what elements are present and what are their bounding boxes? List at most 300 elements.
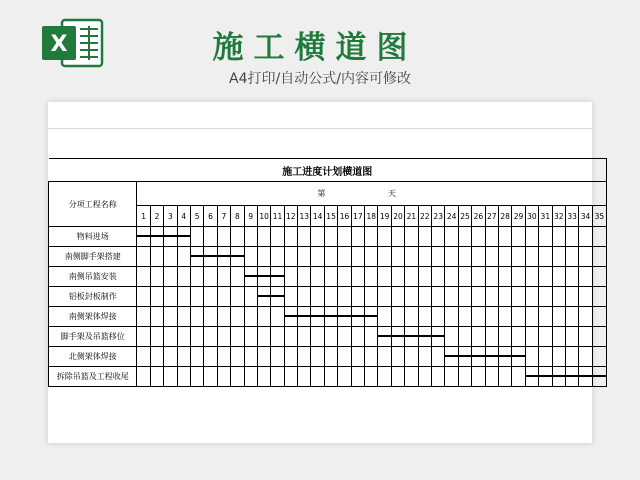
schedule-cell bbox=[592, 227, 606, 247]
day-number-cell: 10 bbox=[257, 206, 270, 227]
schedule-cell bbox=[485, 347, 498, 367]
schedule-cell bbox=[137, 327, 150, 347]
task-row bbox=[49, 347, 607, 367]
schedule-cell bbox=[217, 267, 230, 287]
schedule-cell bbox=[257, 347, 270, 367]
schedule-cell bbox=[552, 307, 565, 327]
schedule-cell bbox=[498, 307, 511, 327]
schedule-cell bbox=[512, 247, 525, 267]
schedule-cell bbox=[271, 267, 284, 287]
schedule-cell bbox=[552, 367, 565, 387]
gantt-bar-segment bbox=[231, 255, 243, 257]
page-title: 施工横道图 bbox=[212, 30, 418, 66]
schedule-cell bbox=[177, 307, 190, 327]
schedule-cell bbox=[512, 307, 525, 327]
gantt-bar-segment bbox=[512, 355, 524, 357]
schedule-cell bbox=[472, 287, 485, 307]
schedule-cell bbox=[244, 347, 257, 367]
schedule-cell bbox=[164, 247, 177, 267]
schedule-cell bbox=[231, 307, 244, 327]
schedule-cell bbox=[324, 227, 337, 247]
schedule-cell bbox=[418, 247, 431, 267]
schedule-cell bbox=[432, 347, 445, 367]
schedule-cell bbox=[284, 267, 297, 287]
schedule-cell bbox=[579, 287, 592, 307]
schedule-cell bbox=[592, 347, 606, 367]
gantt-bar-segment bbox=[378, 335, 390, 337]
schedule-cell bbox=[217, 247, 230, 267]
schedule-cell bbox=[284, 367, 297, 387]
schedule-cell bbox=[378, 307, 391, 327]
task-row bbox=[49, 267, 607, 287]
schedule-cell bbox=[177, 327, 190, 347]
day-number-cell: 12 bbox=[284, 206, 297, 227]
schedule-cell bbox=[565, 247, 578, 267]
schedule-cell bbox=[365, 327, 378, 347]
schedule-cell bbox=[150, 247, 163, 267]
schedule-cell bbox=[592, 267, 606, 287]
schedule-cell bbox=[284, 287, 297, 307]
gantt-bar-segment bbox=[539, 375, 551, 377]
logo-letter: X bbox=[50, 32, 68, 57]
gantt-bar-segment bbox=[178, 235, 190, 237]
schedule-cell bbox=[150, 367, 163, 387]
schedule-cell bbox=[565, 227, 578, 247]
schedule-cell bbox=[164, 367, 177, 387]
day-number-cell: 4 bbox=[177, 206, 190, 227]
task-row bbox=[49, 247, 607, 267]
schedule-cell bbox=[445, 327, 458, 347]
schedule-cell bbox=[298, 327, 311, 347]
schedule-cell bbox=[164, 287, 177, 307]
schedule-cell bbox=[418, 327, 431, 347]
task-row bbox=[49, 327, 607, 347]
schedule-cell bbox=[378, 227, 391, 247]
schedule-cell bbox=[351, 247, 364, 267]
schedule-cell bbox=[539, 367, 552, 387]
schedule-cell bbox=[498, 267, 511, 287]
task-name: 南侧脚手架搭建 bbox=[49, 247, 137, 267]
day-number-cell: 5 bbox=[190, 206, 203, 227]
schedule-cell bbox=[244, 367, 257, 387]
schedule-cell bbox=[190, 227, 203, 247]
schedule-cell bbox=[579, 347, 592, 367]
gantt-bar-segment bbox=[218, 255, 230, 257]
schedule-cell bbox=[284, 227, 297, 247]
schedule-cell bbox=[512, 227, 525, 247]
schedule-cell bbox=[311, 227, 324, 247]
day-number-cell: 13 bbox=[298, 206, 311, 227]
schedule-cell bbox=[378, 267, 391, 287]
schedule-cell bbox=[217, 367, 230, 387]
gantt-bar-segment bbox=[405, 335, 417, 337]
schedule-cell bbox=[539, 227, 552, 247]
schedule-cell bbox=[472, 307, 485, 327]
schedule-cell bbox=[231, 267, 244, 287]
schedule-cell bbox=[405, 247, 418, 267]
schedule-cell bbox=[164, 327, 177, 347]
schedule-cell bbox=[164, 307, 177, 327]
schedule-cell bbox=[231, 327, 244, 347]
schedule-cell bbox=[552, 247, 565, 267]
table-caption: 施工进度计划横道图 bbox=[49, 159, 607, 182]
schedule-cell bbox=[298, 287, 311, 307]
schedule-cell bbox=[298, 267, 311, 287]
schedule-cell bbox=[338, 347, 351, 367]
schedule-cell bbox=[177, 267, 190, 287]
day-number-cell: 1 bbox=[137, 206, 150, 227]
schedule-cell bbox=[231, 247, 244, 267]
schedule-cell bbox=[472, 347, 485, 367]
schedule-cell bbox=[338, 367, 351, 387]
schedule-cell bbox=[271, 327, 284, 347]
schedule-cell bbox=[137, 287, 150, 307]
gantt-bar-segment bbox=[258, 295, 270, 297]
gantt-bar-segment bbox=[204, 255, 216, 257]
day-number-cell: 15 bbox=[324, 206, 337, 227]
schedule-cell bbox=[324, 287, 337, 307]
schedule-cell bbox=[150, 307, 163, 327]
sheet-divider bbox=[48, 128, 592, 129]
schedule-cell bbox=[579, 367, 592, 387]
gantt-bar-segment bbox=[365, 315, 377, 317]
gantt-bar-segment bbox=[472, 355, 484, 357]
gantt-bar-segment bbox=[352, 315, 364, 317]
name-column-header: 分项工程名称 bbox=[49, 182, 137, 227]
day-number-cell: 20 bbox=[391, 206, 404, 227]
schedule-cell bbox=[458, 287, 471, 307]
schedule-cell bbox=[525, 347, 538, 367]
schedule-cell bbox=[432, 367, 445, 387]
schedule-cell bbox=[485, 307, 498, 327]
task-name: 物料进场 bbox=[49, 227, 137, 247]
schedule-cell bbox=[217, 327, 230, 347]
schedule-cell bbox=[351, 227, 364, 247]
schedule-cell bbox=[418, 307, 431, 327]
schedule-cell bbox=[512, 327, 525, 347]
schedule-cell bbox=[311, 267, 324, 287]
schedule-cell bbox=[137, 247, 150, 267]
schedule-cell bbox=[445, 367, 458, 387]
day-number-cell: 2 bbox=[150, 206, 163, 227]
schedule-cell bbox=[498, 227, 511, 247]
schedule-cell bbox=[217, 287, 230, 307]
schedule-cell bbox=[257, 327, 270, 347]
schedule-cell bbox=[485, 267, 498, 287]
schedule-cell bbox=[164, 227, 177, 247]
schedule-cell bbox=[391, 307, 404, 327]
schedule-cell bbox=[204, 287, 217, 307]
schedule-cell bbox=[525, 327, 538, 347]
schedule-cell bbox=[177, 287, 190, 307]
schedule-cell bbox=[418, 347, 431, 367]
schedule-cell bbox=[244, 247, 257, 267]
schedule-cell bbox=[525, 267, 538, 287]
schedule-cell bbox=[298, 247, 311, 267]
schedule-cell bbox=[539, 267, 552, 287]
schedule-cell bbox=[525, 307, 538, 327]
task-name: 拆除吊篮及工程收尾 bbox=[49, 367, 137, 387]
gantt-bar-segment bbox=[553, 375, 565, 377]
schedule-cell bbox=[391, 367, 404, 387]
schedule-cell bbox=[204, 307, 217, 327]
gantt-bar-segment bbox=[566, 375, 578, 377]
schedule-cell bbox=[472, 227, 485, 247]
schedule-cell bbox=[284, 327, 297, 347]
schedule-cell bbox=[217, 307, 230, 327]
schedule-cell bbox=[190, 247, 203, 267]
day-number-cell: 27 bbox=[485, 206, 498, 227]
day-number-cell: 17 bbox=[351, 206, 364, 227]
schedule-cell bbox=[592, 327, 606, 347]
schedule-cell bbox=[257, 247, 270, 267]
schedule-cell bbox=[324, 247, 337, 267]
task-row bbox=[49, 367, 607, 387]
schedule-cell bbox=[284, 347, 297, 367]
schedule-cell bbox=[565, 367, 578, 387]
schedule-cell bbox=[204, 327, 217, 347]
schedule-cell bbox=[244, 327, 257, 347]
schedule-cell bbox=[485, 327, 498, 347]
schedule-cell bbox=[378, 367, 391, 387]
schedule-cell bbox=[391, 327, 404, 347]
schedule-cell bbox=[391, 267, 404, 287]
schedule-cell bbox=[177, 227, 190, 247]
task-row bbox=[49, 307, 607, 327]
schedule-cell bbox=[298, 227, 311, 247]
schedule-cell bbox=[324, 307, 337, 327]
schedule-cell bbox=[391, 347, 404, 367]
schedule-cell bbox=[298, 307, 311, 327]
schedule-cell bbox=[365, 367, 378, 387]
schedule-cell bbox=[137, 307, 150, 327]
schedule-cell bbox=[498, 367, 511, 387]
gantt-bar-segment bbox=[151, 235, 163, 237]
schedule-cell bbox=[150, 287, 163, 307]
schedule-cell bbox=[150, 347, 163, 367]
schedule-cell bbox=[579, 247, 592, 267]
gantt-bar-segment bbox=[486, 355, 498, 357]
schedule-cell bbox=[418, 227, 431, 247]
schedule-cell bbox=[324, 327, 337, 347]
schedule-cell bbox=[137, 367, 150, 387]
schedule-cell bbox=[472, 367, 485, 387]
schedule-cell bbox=[485, 367, 498, 387]
gantt-bar-segment bbox=[445, 355, 457, 357]
schedule-cell bbox=[565, 307, 578, 327]
schedule-cell bbox=[351, 267, 364, 287]
schedule-cell bbox=[351, 327, 364, 347]
schedule-cell bbox=[539, 247, 552, 267]
gantt-bar-segment bbox=[285, 315, 297, 317]
schedule-cell bbox=[512, 367, 525, 387]
gantt-bar-segment bbox=[137, 235, 149, 237]
schedule-cell bbox=[432, 287, 445, 307]
schedule-cell bbox=[565, 287, 578, 307]
schedule-cell bbox=[190, 267, 203, 287]
schedule-cell bbox=[231, 347, 244, 367]
schedule-cell bbox=[525, 227, 538, 247]
schedule-cell bbox=[204, 347, 217, 367]
gantt-bar-segment bbox=[579, 375, 591, 377]
schedule-cell bbox=[418, 367, 431, 387]
schedule-cell bbox=[512, 267, 525, 287]
schedule-cell bbox=[579, 227, 592, 247]
schedule-cell bbox=[190, 307, 203, 327]
schedule-cell bbox=[552, 227, 565, 247]
day-number-cell: 19 bbox=[378, 206, 391, 227]
schedule-cell bbox=[539, 347, 552, 367]
schedule-cell bbox=[391, 287, 404, 307]
schedule-cell bbox=[257, 287, 270, 307]
schedule-cell bbox=[217, 347, 230, 367]
schedule-cell bbox=[338, 307, 351, 327]
gantt-bar-segment bbox=[298, 315, 310, 317]
schedule-cell bbox=[137, 227, 150, 247]
schedule-cell bbox=[565, 327, 578, 347]
schedule-cell bbox=[472, 327, 485, 347]
task-name: 铝板封板制作 bbox=[49, 287, 137, 307]
day-number-cell: 7 bbox=[217, 206, 230, 227]
day-number-cell: 33 bbox=[565, 206, 578, 227]
schedule-cell bbox=[458, 327, 471, 347]
schedule-cell bbox=[257, 367, 270, 387]
schedule-cell bbox=[177, 347, 190, 367]
task-row bbox=[49, 227, 607, 247]
gantt-bar-segment bbox=[392, 335, 404, 337]
gantt-bar-segment bbox=[258, 275, 270, 277]
schedule-cell bbox=[445, 347, 458, 367]
schedule-cell bbox=[378, 347, 391, 367]
schedule-cell bbox=[311, 287, 324, 307]
schedule-cell bbox=[378, 247, 391, 267]
schedule-cell bbox=[190, 347, 203, 367]
schedule-cell bbox=[405, 327, 418, 347]
schedule-cell bbox=[592, 247, 606, 267]
day-number-cell: 35 bbox=[592, 206, 606, 227]
schedule-cell bbox=[298, 347, 311, 367]
schedule-cell bbox=[164, 347, 177, 367]
gantt-bar-segment bbox=[499, 355, 511, 357]
day-number-cell: 34 bbox=[579, 206, 592, 227]
schedule-cell bbox=[405, 347, 418, 367]
gantt-bar-segment bbox=[325, 315, 337, 317]
schedule-cell bbox=[485, 227, 498, 247]
schedule-cell bbox=[458, 307, 471, 327]
schedule-cell bbox=[432, 247, 445, 267]
schedule-cell bbox=[405, 287, 418, 307]
schedule-cell bbox=[311, 307, 324, 327]
header-row bbox=[49, 182, 607, 206]
schedule-cell bbox=[311, 347, 324, 367]
gantt-bar-segment bbox=[311, 315, 323, 317]
schedule-cell bbox=[405, 367, 418, 387]
gantt-bar-segment bbox=[338, 315, 350, 317]
schedule-cell bbox=[445, 247, 458, 267]
schedule-cell bbox=[445, 227, 458, 247]
schedule-cell bbox=[579, 327, 592, 347]
day-number-cell: 21 bbox=[405, 206, 418, 227]
schedule-cell bbox=[365, 347, 378, 367]
schedule-cell bbox=[539, 287, 552, 307]
schedule-cell bbox=[539, 327, 552, 347]
schedule-cell bbox=[324, 367, 337, 387]
schedule-cell bbox=[137, 267, 150, 287]
schedule-cell bbox=[177, 247, 190, 267]
schedule-cell bbox=[190, 367, 203, 387]
schedule-cell bbox=[525, 287, 538, 307]
schedule-cell bbox=[565, 347, 578, 367]
schedule-cell bbox=[579, 267, 592, 287]
day-number-cell: 9 bbox=[244, 206, 257, 227]
schedule-cell bbox=[592, 287, 606, 307]
gantt-bar-segment bbox=[245, 275, 257, 277]
schedule-cell bbox=[204, 247, 217, 267]
gantt-bar-segment bbox=[271, 275, 283, 277]
schedule-cell bbox=[365, 287, 378, 307]
schedule-cell bbox=[150, 327, 163, 347]
schedule-cell bbox=[351, 347, 364, 367]
schedule-cell bbox=[324, 267, 337, 287]
day-number-cell: 16 bbox=[338, 206, 351, 227]
schedule-cell bbox=[271, 287, 284, 307]
excel-logo-icon bbox=[36, 14, 106, 72]
task-name: 南侧吊篮安装 bbox=[49, 267, 137, 287]
schedule-cell bbox=[365, 267, 378, 287]
schedule-cell bbox=[432, 307, 445, 327]
day-number-cell: 23 bbox=[432, 206, 445, 227]
task-name: 脚手架及吊篮移位 bbox=[49, 327, 137, 347]
schedule-cell bbox=[512, 287, 525, 307]
schedule-cell bbox=[204, 227, 217, 247]
schedule-cell bbox=[271, 307, 284, 327]
day-number-cell: 18 bbox=[365, 206, 378, 227]
schedule-cell bbox=[378, 327, 391, 347]
day-number-cell: 22 bbox=[418, 206, 431, 227]
day-number-cell: 24 bbox=[445, 206, 458, 227]
schedule-cell bbox=[244, 267, 257, 287]
schedule-cell bbox=[592, 367, 606, 387]
day-number-cell: 14 bbox=[311, 206, 324, 227]
schedule-cell bbox=[231, 287, 244, 307]
day-number-cell: 3 bbox=[164, 206, 177, 227]
schedule-cell bbox=[458, 247, 471, 267]
schedule-cell bbox=[445, 307, 458, 327]
schedule-cell bbox=[190, 287, 203, 307]
schedule-cell bbox=[458, 227, 471, 247]
day-number-cell: 32 bbox=[552, 206, 565, 227]
schedule-cell bbox=[244, 287, 257, 307]
schedule-cell bbox=[257, 227, 270, 247]
day-number-cell: 26 bbox=[472, 206, 485, 227]
day-number-cell: 29 bbox=[512, 206, 525, 227]
spreadsheet-sheet bbox=[48, 102, 605, 443]
schedule-cell bbox=[565, 267, 578, 287]
day-number-cell: 31 bbox=[539, 206, 552, 227]
schedule-cell bbox=[284, 307, 297, 327]
schedule-cell bbox=[338, 227, 351, 247]
schedule-cell bbox=[391, 247, 404, 267]
schedule-cell bbox=[498, 327, 511, 347]
schedule-cell bbox=[512, 347, 525, 367]
schedule-cell bbox=[204, 267, 217, 287]
schedule-cell bbox=[485, 247, 498, 267]
schedule-cell bbox=[204, 367, 217, 387]
schedule-cell bbox=[271, 247, 284, 267]
schedule-cell bbox=[311, 247, 324, 267]
schedule-cell bbox=[525, 367, 538, 387]
schedule-cell bbox=[432, 267, 445, 287]
